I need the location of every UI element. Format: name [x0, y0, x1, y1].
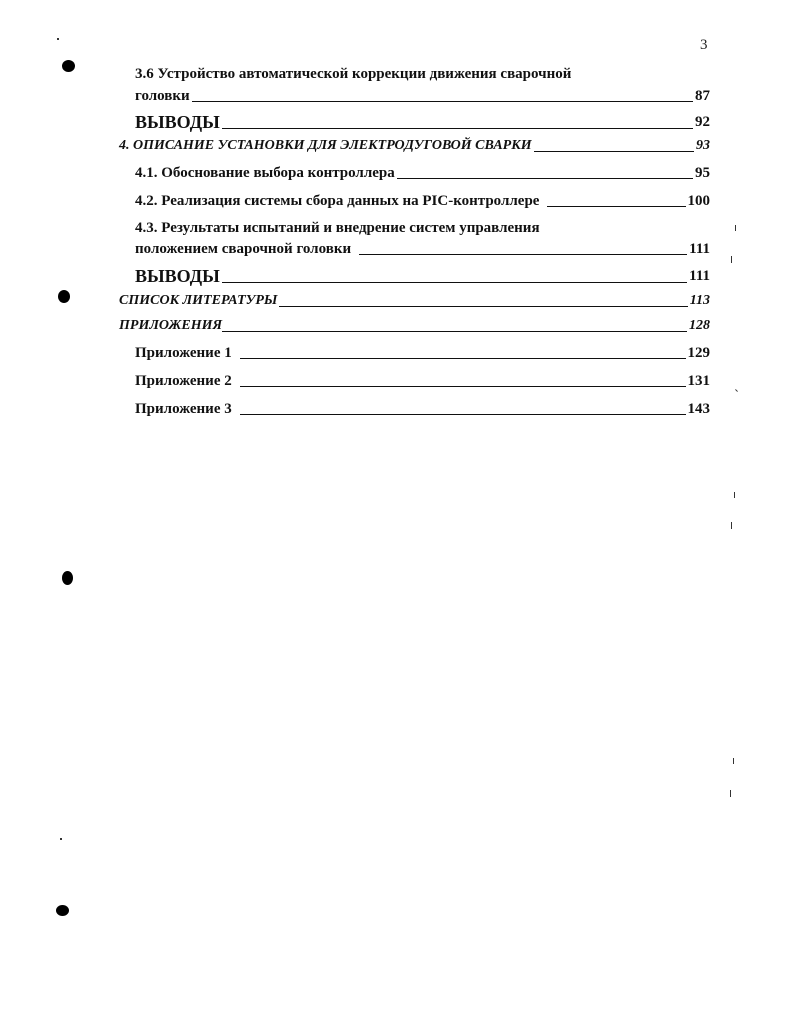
- toc-entry-title: ВЫВОДЫ: [135, 266, 220, 286]
- toc-entry-title: положением сварочной головки: [135, 241, 352, 257]
- toc-page-number: 128: [689, 318, 710, 333]
- toc-page-number: 143: [687, 401, 710, 417]
- scan-speck: [60, 838, 62, 840]
- toc-page-number: 111: [689, 268, 710, 284]
- scan-speck: [731, 256, 732, 263]
- dot-leader: [222, 282, 687, 283]
- toc-page-number: 93: [696, 138, 710, 153]
- toc-entry-4-2: [135, 192, 710, 210]
- dot-leader: [240, 358, 686, 359]
- binder-hole-mark: [58, 290, 70, 303]
- toc-entry-4-1: [135, 164, 710, 182]
- toc-entry-chapter-4: [119, 137, 710, 155]
- dot-leader: [240, 414, 686, 415]
- toc-entry-appendix-3: [135, 400, 710, 418]
- toc-page-number: 92: [695, 114, 710, 130]
- table-of-contents: [0, 0, 794, 430]
- toc-entry-title: ПРИЛОЖЕНИЯ: [119, 318, 223, 333]
- toc-page-number: 95: [695, 165, 710, 181]
- toc-page-number: 113: [689, 293, 710, 308]
- toc-entry-appendix-1: [135, 344, 710, 362]
- dot-leader: [222, 128, 693, 129]
- dot-leader: [222, 331, 687, 332]
- scan-speck: [57, 38, 59, 40]
- binder-hole-mark: [62, 571, 73, 585]
- toc-entry-title: 4. ОПИСАНИЕ УСТАНОВКИ ДЛЯ ЭЛЕКТРОДУГОВОЙ СВАРКИ: [119, 138, 532, 153]
- toc-entry-title: ВЫВОДЫ: [135, 112, 220, 132]
- toc-entry-title: СПИСОК ЛИТЕРАТУРЫ: [119, 293, 278, 308]
- dot-leader: [397, 178, 693, 179]
- dot-leader: [192, 101, 693, 102]
- toc-entry-conclusions-4: [135, 266, 710, 286]
- toc-entry-title: головки: [135, 88, 190, 104]
- toc-entry-conclusions-3: [135, 112, 710, 132]
- dot-leader: [279, 306, 687, 307]
- toc-entry-appendices: [119, 317, 710, 335]
- toc-entry-4-3-title-line1: 4.3. Результаты испытаний и внедрение систем управления: [135, 220, 540, 236]
- toc-entry-title: Приложение 3: [135, 401, 232, 417]
- toc-entry-title: 4.1. Обоснование выбора контроллера: [135, 165, 395, 181]
- toc-entry-title: Приложение 2: [135, 373, 232, 389]
- toc-entry-title: 4.2. Реализация системы сбора данных на PIC-контроллере: [135, 193, 540, 209]
- toc-page-number: 131: [687, 373, 710, 389]
- dot-leader: [547, 206, 685, 207]
- toc-entry-3-6: [135, 87, 710, 105]
- scan-speck: [735, 225, 736, 231]
- scan-speck: [731, 522, 732, 529]
- scan-speck: [734, 492, 735, 498]
- toc-entry-bibliography: [119, 292, 710, 310]
- toc-page-number: 87: [695, 88, 710, 104]
- toc-entry-3-6-title-line1: 3.6 Устройство автоматической коррекции движения сварочной: [135, 66, 572, 82]
- toc-entry-4-3: [135, 240, 710, 258]
- toc-page-number: 129: [687, 345, 710, 361]
- toc-page-number: 111: [689, 241, 710, 257]
- dot-leader: [240, 386, 686, 387]
- toc-entry-appendix-2: [135, 372, 710, 390]
- scan-speck: [730, 790, 731, 797]
- scan-speck: [733, 758, 734, 764]
- binder-hole-mark: [56, 905, 69, 916]
- dot-leader: [359, 254, 687, 255]
- binder-hole-mark: [62, 60, 75, 72]
- toc-page-number: 100: [687, 193, 710, 209]
- dot-leader: [534, 151, 694, 152]
- page-number: 3: [700, 37, 708, 53]
- toc-entry-title: Приложение 1: [135, 345, 232, 361]
